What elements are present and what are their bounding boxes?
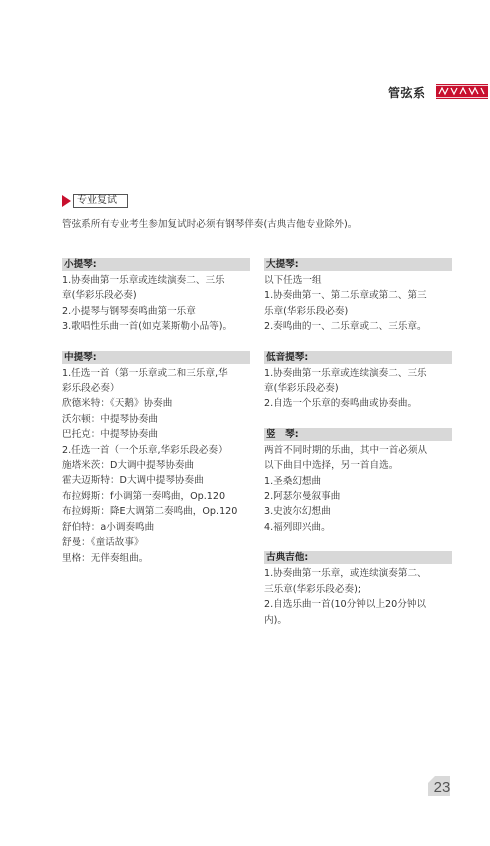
right-column: [264, 258, 452, 644]
requirement-line: 施塔米茨：D大调中提琴协奏曲: [62, 460, 195, 472]
requirement-line: 1.协奏曲第一、第二乐章或第二、第三: [264, 290, 427, 302]
section-heading: [62, 193, 128, 208]
requirement-line: 两首不同时期的乐曲，其中一首必须从: [264, 444, 428, 456]
instrument-block: [264, 551, 452, 628]
left-column: [62, 258, 250, 582]
requirement-line: 布拉姆斯：f小调第一奏鸣曲，Op.120: [62, 490, 226, 502]
requirement-line: 2.自选乐曲一首(10分钟以上20分钟以: [264, 599, 427, 611]
requirement-line: 章(华彩乐段必奏): [62, 290, 137, 302]
requirement-line: 以下任选一组: [264, 275, 322, 286]
requirement-line: 内)。: [264, 614, 287, 626]
instrument-heading: 小提琴:: [62, 258, 250, 271]
requirement-line: 1.协奏曲第一乐章或连续演奏二、三乐: [264, 367, 427, 379]
requirement-line: 乐章(华彩乐段必奏): [264, 305, 349, 317]
requirement-line: 2.自选一个乐章的奏鸣曲或协奏曲。: [264, 398, 418, 410]
page-number-tab: [428, 776, 450, 796]
requirement-line: 欣德米特：《天鹅》协奏曲: [62, 398, 173, 410]
instrument-block: [264, 428, 452, 535]
section-intro: 管弦系所有专业考生参加复试时必须有钢琴伴奏(古典吉他专业除外)。: [62, 219, 358, 230]
instrument-block: [264, 351, 452, 412]
requirement-line: 里格：无伴奏组曲。: [62, 552, 149, 564]
instrument-heading: 低音提琴:: [264, 351, 452, 364]
requirement-line: 3.史波尔幻想曲: [264, 506, 331, 518]
requirement-line: 2.阿瑟尔曼叙事曲: [264, 491, 341, 503]
requirement-line: 彩乐段必奏）: [62, 383, 120, 395]
requirement-line: 沃尔顿：中提琴协奏曲: [62, 413, 158, 425]
requirement-line: 舒伯特：a小调奏鸣曲: [62, 521, 155, 533]
department-title: 管弦系: [388, 86, 426, 100]
instrument-block: [62, 258, 250, 335]
instrument-block: [264, 258, 452, 335]
requirement-line: 舒曼：《童话故事》: [62, 537, 144, 549]
instrument-heading: 竖 琴:: [264, 428, 452, 441]
requirement-line: 三乐章(华彩乐段必奏);: [264, 583, 362, 595]
page-number: 23: [433, 779, 451, 796]
requirement-line: 2.奏鸣曲的一、二乐章或二、三乐章。: [264, 321, 427, 333]
requirement-line: 巴托克：中提琴协奏曲: [62, 429, 158, 441]
requirement-line: 章(华彩乐段必奏): [264, 383, 339, 395]
instrument-heading: 古典吉他:: [264, 551, 452, 564]
red-triangle-icon: [62, 195, 71, 207]
requirement-line: 3.歌唱性乐曲一首(如克莱斯勒小品等)。: [62, 321, 233, 333]
requirement-line: 1.协奏曲第一乐章或连续演奏二、三乐: [62, 275, 225, 286]
requirement-line: 1.圣桑幻想曲: [264, 475, 322, 487]
requirement-line: 1.协奏曲第一乐章，或连续演奏第二、: [264, 568, 427, 580]
instrument-heading: 中提琴:: [62, 351, 250, 364]
requirement-line: 霍夫迈斯特：D大调中提琴协奏曲: [62, 475, 204, 487]
requirement-line: 1.任选一首（第一乐章或二和三乐章,华: [62, 367, 228, 379]
requirement-line: 2.小提琴与钢琴奏鸣曲第一乐章: [62, 305, 196, 317]
requirement-line: 4.福列即兴曲。: [264, 521, 331, 533]
requirement-line: 布拉姆斯：降E大调第二奏鸣曲，Op.120: [62, 506, 238, 518]
header-ornament-icon: [436, 84, 488, 99]
section-title: 专业复试: [73, 194, 128, 208]
instrument-block: [62, 351, 250, 566]
requirement-line: 2.任选一首（一个乐章,华彩乐段必奏）: [62, 444, 228, 456]
instrument-heading: 大提琴:: [264, 258, 452, 271]
requirement-line: 以下曲目中选择，另一首自选。: [264, 460, 399, 472]
